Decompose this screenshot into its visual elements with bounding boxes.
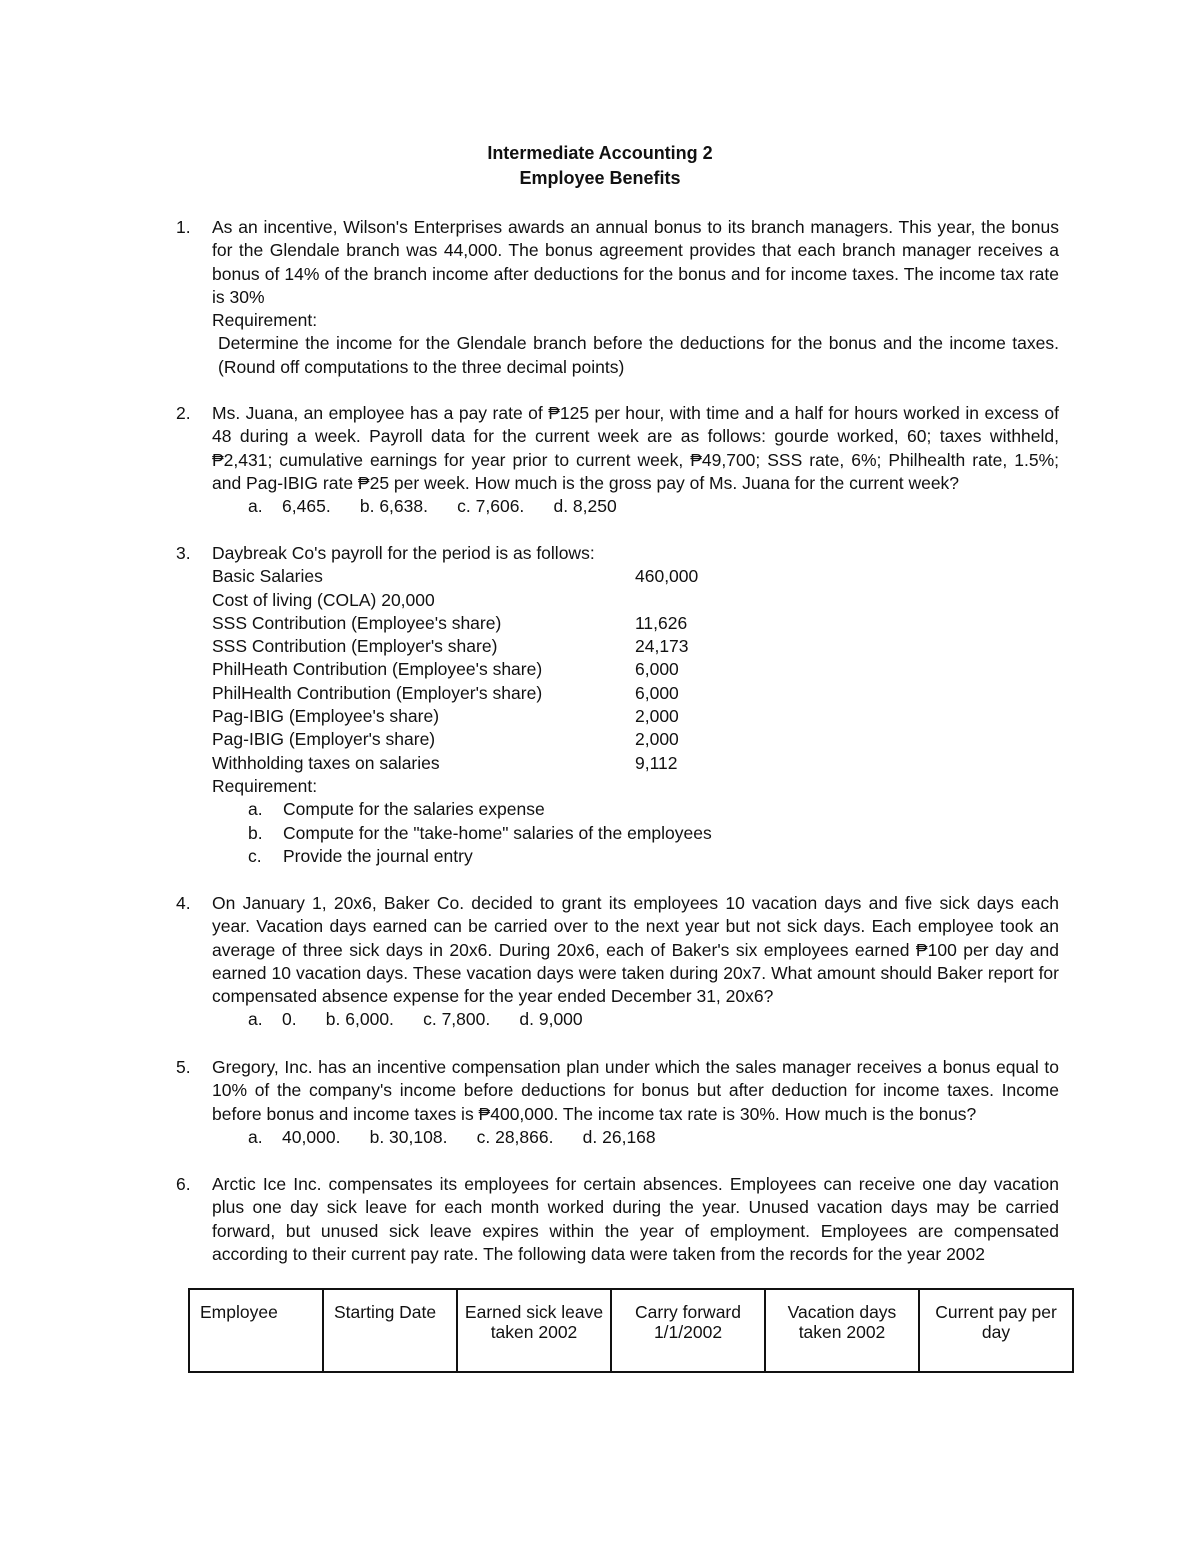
requirement-item xyxy=(248,822,1059,845)
payroll-row xyxy=(212,752,1059,775)
payroll-label: Pag-IBIG (Employee's share) xyxy=(212,706,440,727)
payroll-label: Basic Salaries xyxy=(212,566,323,587)
problem-text: As an incentive, Wilson's Enterprises awards an annual bonus to its branch managers. This year, the bonus for the Glendale branch was 44,000. The bonus agreement provides that each branch manager receives a bonus of 14% of the branch income after deductions for the bonus and for income taxes. The income tax rate is 30% xyxy=(212,217,1059,307)
column-header-pay-per-day: Current pay per day xyxy=(919,1289,1073,1372)
column-header-vacation-days: Vacation days taken 2002 xyxy=(765,1289,919,1372)
payroll-list xyxy=(212,565,1059,775)
payroll-row xyxy=(212,658,1059,681)
payroll-row xyxy=(212,705,1059,728)
problem-number: 2. xyxy=(176,403,191,423)
payroll-row xyxy=(212,589,1059,612)
payroll-label: Pag-IBIG (Employer's share) xyxy=(212,729,436,750)
problem-text: On January 1, 20x6, Baker Co. decided to grant its employees 10 vacation days and five sick days each year. Vacation days earned can be carried over to the next year but not sick days. Each employee took an average of three sick days in 20x6. During 20x6, each of Baker's six employees earned ₱100 per day and earned 10 vacation days. These vacation days were taken during 20x7. What amount should Baker report for compensated absence expense for the year ended December 31, 20x6? xyxy=(212,893,1059,1007)
requirement-text: Compute for the salaries expense xyxy=(283,799,545,820)
problem-number: 1. xyxy=(176,217,191,237)
payroll-value: 11,626 xyxy=(635,612,688,633)
payroll-label: SSS Contribution (Employer's share) xyxy=(212,636,498,657)
payroll-row xyxy=(212,682,1059,705)
payroll-row xyxy=(212,565,1059,588)
answer-choices: a. 40,000. b. 30,108. c. 28,866. d. 26,168 xyxy=(248,1126,656,1147)
payroll-label: PhilHealth Contribution (Employer's share) xyxy=(212,682,543,703)
payroll-value: 24,173 xyxy=(635,636,689,657)
problem-number: 4. xyxy=(176,893,191,913)
payroll-value: 6,000 xyxy=(635,682,679,703)
answer-choices: a. 6,465. b. 6,638. c. 7,606. d. 8,250 xyxy=(248,496,617,517)
payroll-value: 2,000 xyxy=(635,706,679,727)
requirement-item xyxy=(248,798,1059,821)
requirement-letter: a. xyxy=(248,799,263,820)
column-header-carry-forward: Carry forward 1/1/2002 xyxy=(611,1289,765,1372)
payroll-value: 460,000 xyxy=(635,566,699,587)
payroll-value: 6,000 xyxy=(635,659,679,680)
topic-title: Employee Benefits xyxy=(519,168,681,188)
absence-records-table xyxy=(188,1288,1074,1373)
course-title: Intermediate Accounting 2 xyxy=(487,143,713,163)
requirement-text: Provide the journal entry xyxy=(283,845,473,866)
requirement-label: Requirement: xyxy=(212,310,318,331)
document-header xyxy=(0,141,1200,191)
requirement-text: Compute for the "take-home" salaries of the employees xyxy=(283,822,712,843)
payroll-value: 9,112 xyxy=(635,752,678,773)
problem-number: 3. xyxy=(176,543,191,563)
requirement-letter: b. xyxy=(248,822,263,843)
payroll-label: SSS Contribution (Employee's share) xyxy=(212,612,502,633)
problem-number: 5. xyxy=(176,1057,191,1077)
problem-number: 6. xyxy=(176,1174,191,1194)
column-header-starting-date: Starting Date xyxy=(323,1289,457,1372)
payroll-row xyxy=(212,728,1059,751)
column-header-sick-leave: Earned sick leave taken 2002 xyxy=(457,1289,611,1372)
table-header-row xyxy=(189,1289,1073,1372)
problem-text: Arctic Ice Inc. compensates its employees for certain absences. Employees can receive one day vacation plus one day sick leave for each month worked during the year. Unused vacation days may be carried forward, but unused sick leave expires within the year of employment. Employees are compensated according to their current pay rate. The following data were taken from the records for the year 2002 xyxy=(212,1174,1059,1264)
payroll-row xyxy=(212,635,1059,658)
payroll-label: Withholding taxes on salaries xyxy=(212,752,440,773)
requirement-item xyxy=(248,845,1059,868)
problem-text: Ms. Juana, an employee has a pay rate of ₱125 per hour, with time and a half for hours worked in excess of 48 during a week. Payroll data for the current week are as follows: gourde worked, 60; taxes withheld, ₱2,431; cumulative earnings for year prior to current week, ₱49,700; SSS rate, 6%; Philhealth rate, 1.5%; and Pag-IBIG rate ₱25 per week. How much is the gross pay of Ms. Juana for the current week? xyxy=(212,403,1059,493)
answer-choices: a. 0. b. 6,000. c. 7,800. d. 9,000 xyxy=(248,1009,583,1030)
payroll-row xyxy=(212,612,1059,635)
payroll-label: PhilHeath Contribution (Employee's share) xyxy=(212,659,543,680)
requirement-letter: c. xyxy=(248,845,262,866)
problem-text: Gregory, Inc. has an incentive compensation plan under which the sales manager receives a bonus equal to 10% of the company's income before deductions for bonus but after deduction for income taxes. Income before bonus and income taxes is ₱400,000. The income tax rate is 30%. How much is the bonus? xyxy=(212,1057,1059,1124)
column-header-employee: Employee xyxy=(189,1289,323,1372)
problem-intro: Daybreak Co's payroll for the period is as follows: xyxy=(212,543,595,563)
requirement-text: Determine the income for the Glendale branch before the deductions for the bonus and the income taxes. (Round off computations to the three decimal points) xyxy=(218,333,1059,377)
payroll-label: Cost of living (COLA) 20,000 xyxy=(212,589,435,610)
requirement-label: Requirement: xyxy=(212,775,318,796)
requirement-list xyxy=(212,798,1059,868)
payroll-value: 2,000 xyxy=(635,729,679,750)
